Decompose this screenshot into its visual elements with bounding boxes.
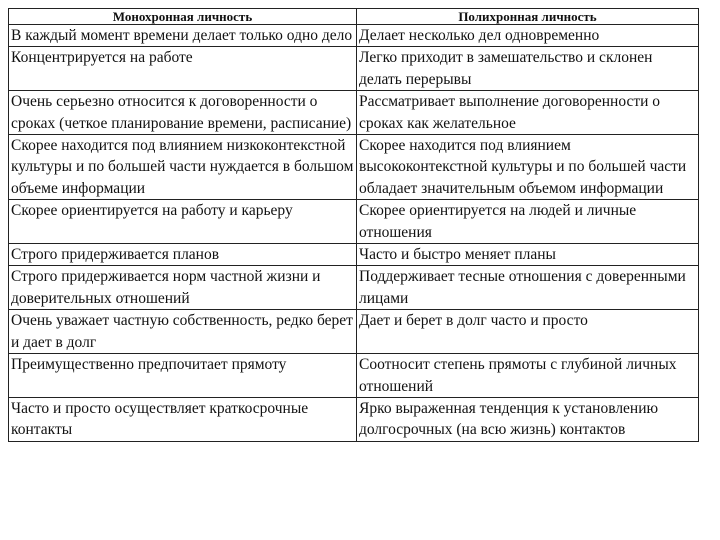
comparison-table xyxy=(8,8,699,442)
monochronic-cell: Преимущественно предпочитает прямоту xyxy=(9,354,357,398)
table-row xyxy=(9,397,699,441)
table-row xyxy=(9,25,699,47)
table-row xyxy=(9,244,699,266)
table-row xyxy=(9,91,699,135)
monochronic-cell: Скорее находится под влиянием низкоконтекстной культуры и по большей части нуждается в большом объеме информации xyxy=(9,135,357,200)
table-row xyxy=(9,266,699,310)
polychronic-cell: Делает несколько дел одновременно xyxy=(357,25,699,47)
header-polychronic: Полихронная личность xyxy=(357,9,699,25)
table-row xyxy=(9,200,699,244)
monochronic-cell: Строго придерживается планов xyxy=(9,244,357,266)
polychronic-cell: Скорее находится под влиянием высококонтекстной культуры и по большей части обладает значительным объемом информации xyxy=(357,135,699,200)
monochronic-cell: Очень серьезно относится к договоренности о сроках (четкое планирование времени, расписание) xyxy=(9,91,357,135)
table-row xyxy=(9,135,699,200)
polychronic-cell: Соотносит степень прямоты с глубиной личных отношений xyxy=(357,354,699,398)
polychronic-cell: Рассматривает выполнение договоренности о сроках как желательное xyxy=(357,91,699,135)
monochronic-cell: Часто и просто осуществляет краткосрочные контакты xyxy=(9,397,357,441)
polychronic-cell: Дает и берет в долг часто и просто xyxy=(357,310,699,354)
table-row xyxy=(9,47,699,91)
polychronic-cell: Часто и быстро меняет планы xyxy=(357,244,699,266)
table-row xyxy=(9,354,699,398)
polychronic-cell: Поддерживает тесные отношения с доверенными лицами xyxy=(357,266,699,310)
header-monochronic: Монохронная личность xyxy=(9,9,357,25)
table-header-row xyxy=(9,9,699,25)
polychronic-cell: Ярко выраженная тенденция к установлению долгосрочных (на всю жизнь) контактов xyxy=(357,397,699,441)
monochronic-cell: Строго придерживается норм частной жизни и доверительных отношений xyxy=(9,266,357,310)
polychronic-cell: Легко приходит в замешательство и склонен делать перерывы xyxy=(357,47,699,91)
monochronic-cell: Концентрируется на работе xyxy=(9,47,357,91)
polychronic-cell: Скорее ориентируется на людей и личные отношения xyxy=(357,200,699,244)
table-row xyxy=(9,310,699,354)
monochronic-cell: В каждый момент времени делает только одно дело xyxy=(9,25,357,47)
document-page xyxy=(8,8,698,442)
monochronic-cell: Скорее ориентируется на работу и карьеру xyxy=(9,200,357,244)
monochronic-cell: Очень уважает частную собственность, редко берет и дает в долг xyxy=(9,310,357,354)
